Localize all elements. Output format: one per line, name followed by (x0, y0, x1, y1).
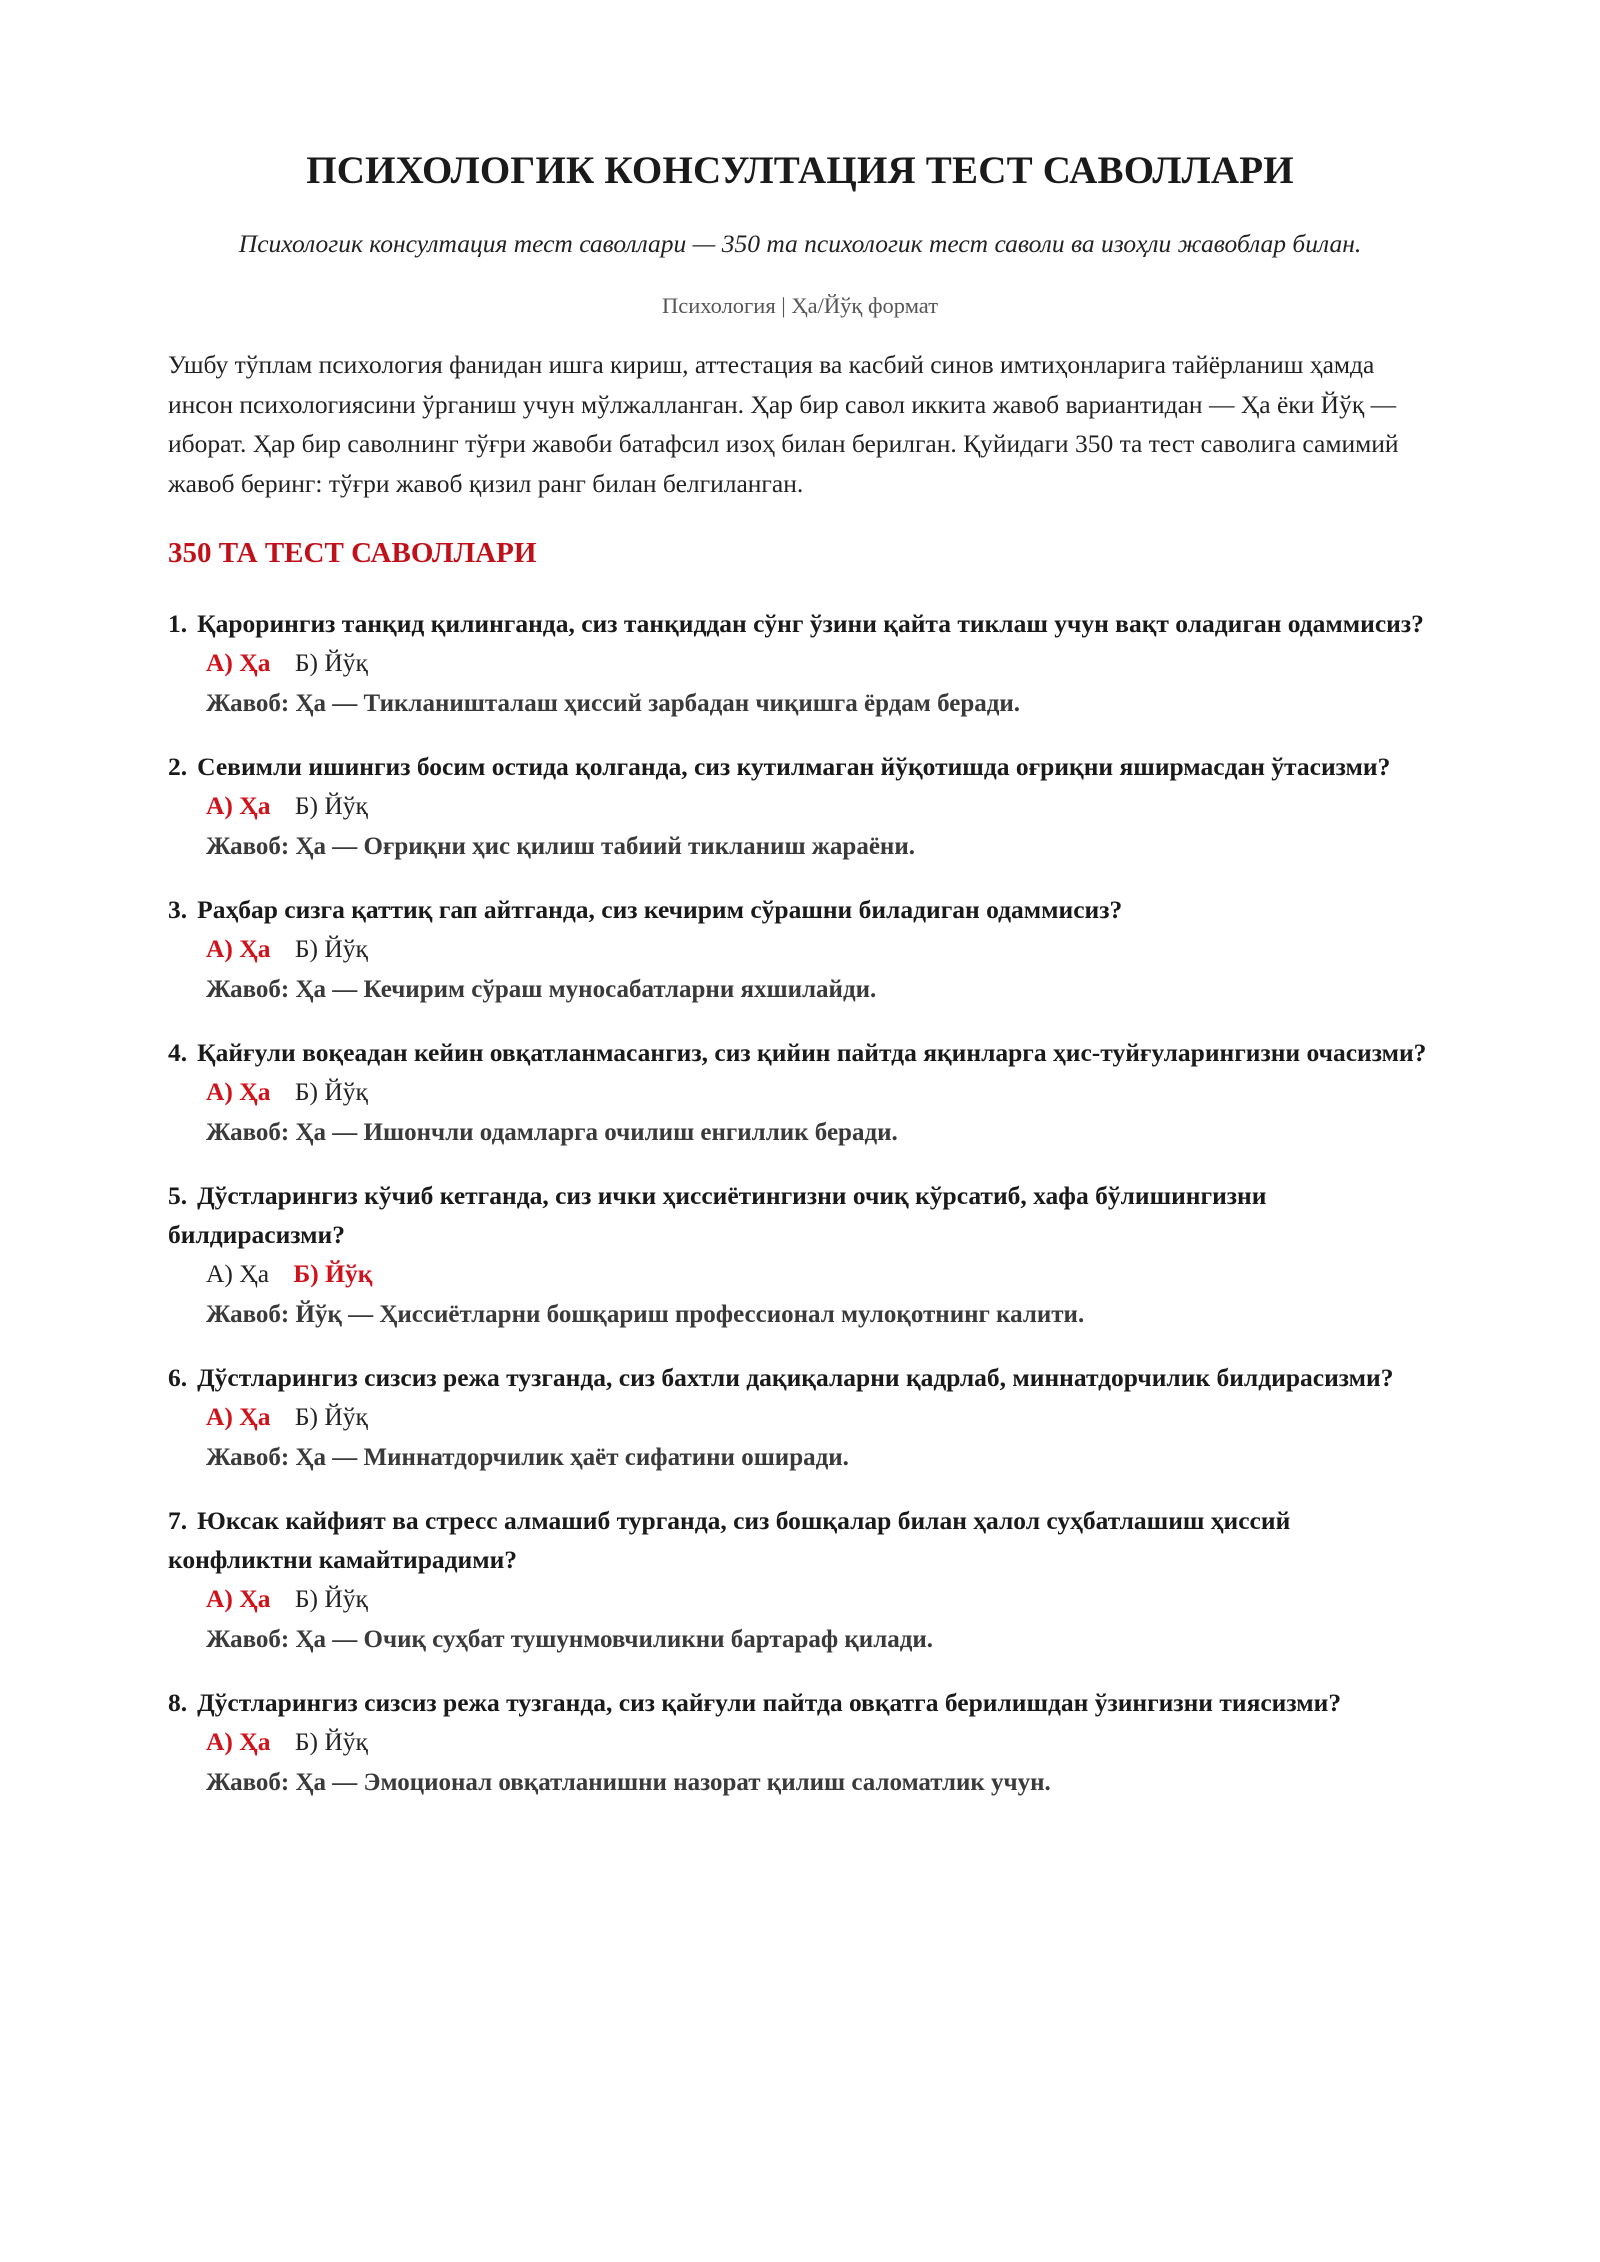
question-text (168, 747, 1432, 786)
question-number: 5. (168, 1181, 188, 1210)
option-b: Б) Йўқ (294, 934, 368, 963)
option-b: Б) Йўқ (294, 1584, 368, 1613)
question-body: Севимли ишингиз босим остида қолганда, сиз кутилмаган йўқотишда оғриқни яширмасдан ўтасизми? (197, 752, 1391, 781)
option-b: Б) Йўқ (294, 1077, 368, 1106)
question-text (168, 1033, 1432, 1072)
category-meta: Психология | Ҳа/Йўқ формат (661, 293, 939, 318)
question-item (168, 1176, 1432, 1336)
question-text (168, 1358, 1432, 1397)
question-number: 7. (168, 1506, 188, 1535)
answer-explanation: Жавоб: Ҳа — Эмоционал овқатланишни назорат қилиш саломатлик учун. (206, 1769, 1051, 1796)
option-a: А) Ҳа (206, 1584, 271, 1613)
answer-options (168, 786, 1432, 826)
question-text (168, 1501, 1432, 1579)
question-item (168, 1358, 1432, 1479)
option-a: А) Ҳа (206, 934, 271, 963)
question-body: Юксак кайфият ва стресс алмашиб турганда, сиз бошқалар билан ҳалол суҳбатлашиш ҳиссий конфликтни камайтирадими? (168, 1506, 1291, 1574)
answer-explanation: Жавоб: Ҳа — Очиқ суҳбат тушунмовчиликни бартараф қилади. (206, 1626, 934, 1653)
option-a: А) Ҳа (206, 1077, 271, 1106)
question-body: Қарорингиз танқид қилинганда, сиз танқиддан сўнг ўзини қайта тиклаш учун вақт оладиган одаммисиз? (197, 609, 1424, 638)
question-body: Дўстларингиз кўчиб кетганда, сиз ички ҳиссиётингизни очиқ кўрсатиб, хафа бўлишингизни билдирасизми? (168, 1181, 1267, 1249)
answer-options (168, 929, 1432, 969)
section-heading: 350 ТА ТЕСТ САВОЛЛАРИ (168, 537, 537, 569)
question-body: Дўстларингиз сизсиз режа тузганда, сиз қайғули пайтда овқатга берилишдан ўзингизни тиясизми? (197, 1688, 1342, 1717)
question-item (168, 604, 1432, 725)
question-number: 2. (168, 752, 188, 781)
question-number: 3. (168, 895, 188, 924)
option-a: А) Ҳа (206, 791, 271, 820)
question-text (168, 604, 1432, 643)
answer-explanation: Жавоб: Ҳа — Кечирим сўраш муносабатларни яхшилайди. (206, 976, 877, 1003)
option-b: Б) Йўқ (294, 1402, 368, 1431)
intro-paragraph: Ушбу тўплам психология фанидан ишга кириш, аттестация ва касбий синов имтиҳонларига тайёрланиш ҳамда инсон психологиясини ўрганиш учун мўлжалланган. Ҳар бир савол иккита жавоб вариантидан — Ҳа ёки Йўқ — иборат. Ҳар бир саволнинг тўғри жавоби батафсил изоҳ билан берилган. Қуйидаги 350 та тест саволига самимий жавоб беринг: тўғри жавоб қизил ранг билан белгиланган. (168, 350, 1399, 498)
question-body: Дўстларингиз сизсиз режа тузганда, сиз бахтли дақиқаларни қадрлаб, миннатдорчилик билдирасизми? (197, 1363, 1394, 1392)
question-text (168, 890, 1432, 929)
question-text (168, 1683, 1432, 1722)
question-number: 4. (168, 1038, 188, 1067)
answer-options (168, 643, 1432, 683)
option-b: Б) Йўқ (294, 648, 368, 677)
option-a: А) Ҳа (206, 648, 271, 677)
question-number: 6. (168, 1363, 188, 1392)
question-number: 8. (168, 1688, 188, 1717)
question-item (168, 747, 1432, 868)
answer-options (168, 1397, 1432, 1437)
answer-explanation: Жавоб: Йўқ — Ҳиссиётларни бошқариш профессионал мулоқотнинг калити. (206, 1301, 1085, 1328)
option-b: Б) Йўқ (294, 1727, 368, 1756)
question-body: Раҳбар сизга қаттиқ гап айтганда, сиз кечирим сўрашни биладиган одаммисиз? (197, 895, 1123, 924)
page-title: ПСИХОЛОГИК КОНСУЛТАЦИЯ ТЕСТ САВОЛЛАРИ (306, 149, 1294, 192)
option-b: Б) Йўқ (293, 1259, 373, 1288)
answer-options (168, 1254, 1432, 1294)
question-item (168, 1033, 1432, 1154)
answer-explanation: Жавоб: Ҳа — Миннатдорчилик ҳаёт сифатини оширади. (206, 1444, 849, 1471)
answer-explanation: Жавоб: Ҳа — Оғриқни ҳис қилиш табиий тикланиш жараёни. (206, 833, 915, 860)
answer-explanation: Жавоб: Ҳа — Тикланишталаш ҳиссий зарбадан чиқишга ёрдам беради. (206, 690, 1021, 717)
question-text (168, 1176, 1432, 1254)
question-body: Қайғули воқеадан кейин овқатланмасангиз, сиз қийин пайтда яқинларга ҳис-туйғуларингизни очасизми? (197, 1038, 1427, 1067)
question-list (168, 604, 1432, 1804)
option-a: А) Ҳа (206, 1727, 271, 1756)
question-number: 1. (168, 609, 188, 638)
page-subtitle: Психологик консултация тест саволлари — 350 та психологик тест саволи ва изоҳли жавоблар билан. (238, 229, 1362, 258)
answer-options (168, 1579, 1432, 1619)
answer-explanation: Жавоб: Ҳа — Ишончли одамларга очилиш енгиллик беради. (206, 1119, 898, 1146)
answer-options (168, 1072, 1432, 1112)
answer-options (168, 1722, 1432, 1762)
option-a: А) Ҳа (206, 1402, 271, 1431)
question-item (168, 1683, 1432, 1804)
question-item (168, 1501, 1432, 1661)
option-b: Б) Йўқ (294, 791, 368, 820)
option-a: А) Ҳа (206, 1259, 270, 1288)
question-item (168, 890, 1432, 1011)
